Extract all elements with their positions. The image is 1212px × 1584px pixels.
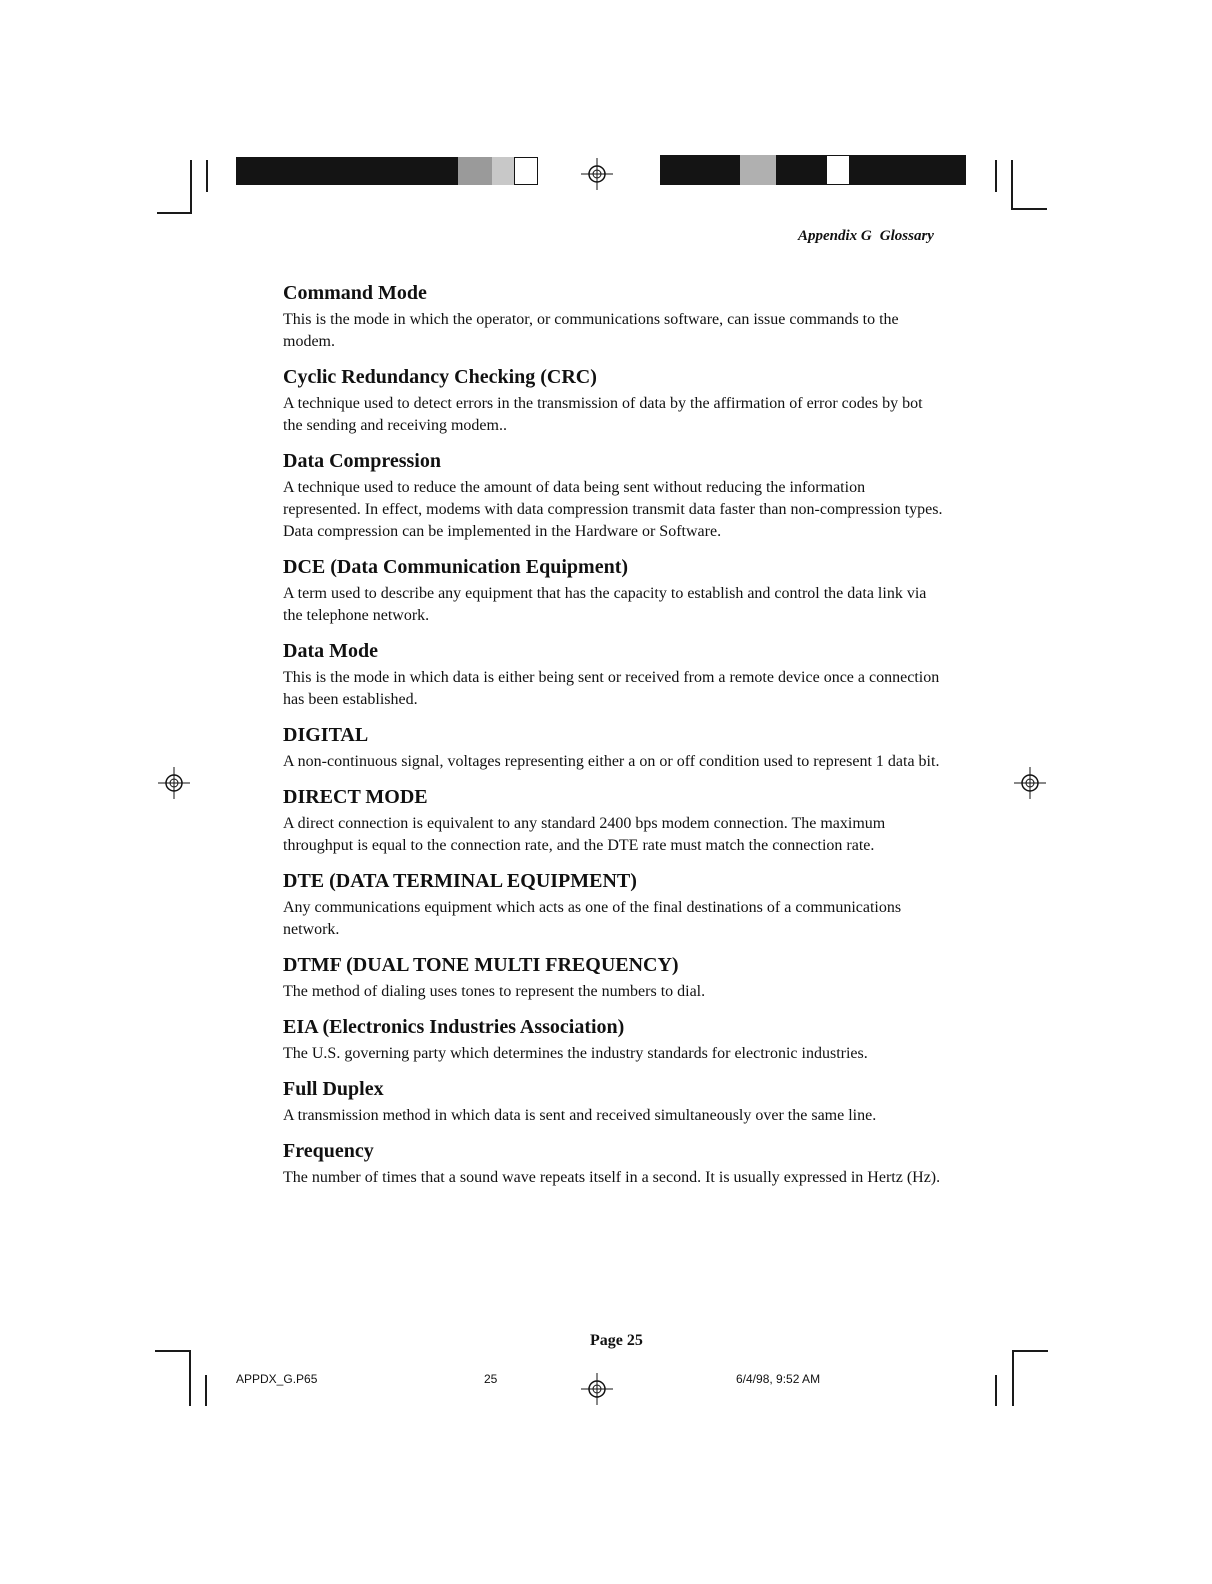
glossary-definition: The method of dialing uses tones to represent the numbers to dial. <box>283 983 706 1000</box>
glossary-term: Full Duplex <box>283 1078 384 1100</box>
registration-mark-icon <box>1013 766 1047 800</box>
registration-mark-icon <box>580 157 614 191</box>
running-header <box>798 228 934 245</box>
glossary-entry <box>283 784 943 857</box>
header-title: Glossary <box>879 228 934 244</box>
glossary-definition: A transmission method in which data is sent and received simultaneously over the same line. <box>283 1107 877 1124</box>
glossary-entry <box>283 364 943 437</box>
glossary-term: EIA (Electronics Industries Association) <box>283 1016 625 1038</box>
footer-filename: APPDX_G.P65 <box>236 1372 318 1386</box>
glossary-definition: This is the mode in which the operator, or communications software, can issue commands to the modem. <box>283 311 899 350</box>
footer-timestamp: 6/4/98, 9:52 AM <box>736 1372 821 1386</box>
glossary-entry <box>283 448 943 543</box>
glossary-entry <box>283 1076 943 1127</box>
glossary-entry <box>283 868 943 941</box>
glossary-entry <box>283 1014 943 1065</box>
glossary-definition: This is the mode in which data is either being sent or received from a remote device once a connection has been established. <box>283 669 940 708</box>
header-section: Appendix G <box>798 228 872 244</box>
glossary-entry <box>283 952 943 1003</box>
glossary-term: Data Mode <box>283 640 378 662</box>
glossary-entry <box>283 280 943 353</box>
glossary-list <box>283 280 943 1200</box>
glossary-term: Cyclic Redundancy Checking (CRC) <box>283 366 597 388</box>
page-number: Page 25 <box>590 1332 643 1349</box>
glossary-definition: The number of times that a sound wave repeats itself in a second. It is usually expressed in Hertz (Hz). <box>283 1169 941 1186</box>
glossary-definition: A term used to describe any equipment that has the capacity to establish and control the data link via the telephone network. <box>283 585 927 624</box>
registration-mark-icon <box>580 1372 614 1406</box>
glossary-term: Command Mode <box>283 282 427 304</box>
glossary-definition: A direct connection is equivalent to any standard 2400 bps modem connection. The maximum throughput is equal to the connection rate, and the DTE rate must match the connection rate. <box>283 815 886 854</box>
glossary-definition: The U.S. governing party which determines the industry standards for electronic industries. <box>283 1045 868 1062</box>
glossary-term: DCE (Data Communication Equipment) <box>283 556 629 578</box>
glossary-definition: Any communications equipment which acts as one of the final destinations of a communications network. <box>283 899 902 938</box>
registration-mark-icon <box>157 766 191 800</box>
glossary-definition: A technique used to reduce the amount of data being sent without reducing the information represented. In effect, modems with data compression transmit data faster than non-compression types. Data compression can be implemented in the Hardware or Software. <box>283 479 943 540</box>
glossary-entry <box>283 1138 943 1189</box>
glossary-term: DTE (DATA TERMINAL EQUIPMENT) <box>283 870 637 892</box>
glossary-term: DIRECT MODE <box>283 786 428 808</box>
glossary-entry <box>283 638 943 711</box>
glossary-term: DIGITAL <box>283 724 369 746</box>
glossary-term: DTMF (DUAL TONE MULTI FREQUENCY) <box>283 954 679 976</box>
glossary-term: Data Compression <box>283 450 441 472</box>
glossary-term: Frequency <box>283 1140 374 1162</box>
footer-page: 25 <box>484 1372 498 1386</box>
glossary-entry <box>283 554 943 627</box>
glossary-entry <box>283 722 943 773</box>
glossary-definition: A non-continuous signal, voltages representing either a on or off condition used to represent 1 data bit. <box>283 753 940 770</box>
glossary-definition: A technique used to detect errors in the transmission of data by the affirmation of error codes by bot the sending and receiving modem.. <box>283 395 923 434</box>
